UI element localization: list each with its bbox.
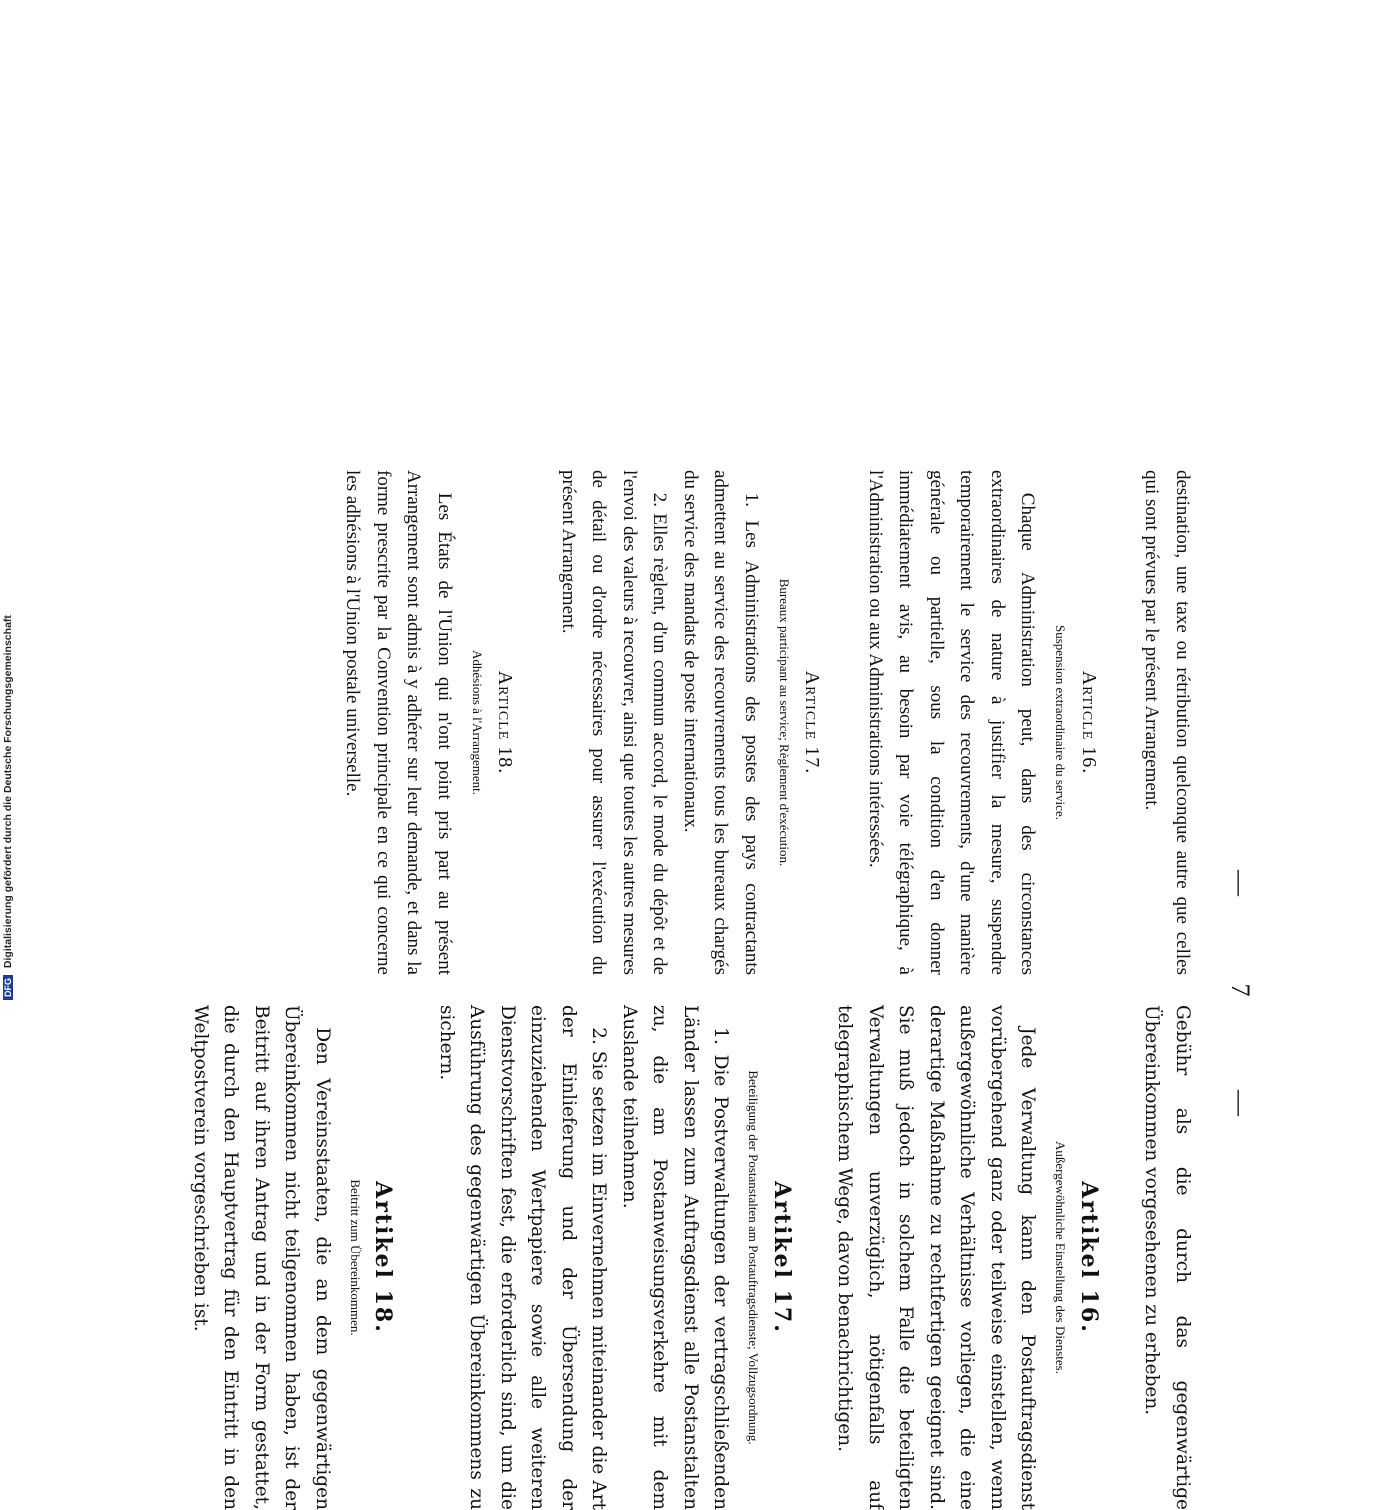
digitization-footer — [2, 600, 16, 1000]
header-dash-right: — — [1226, 1090, 1255, 1116]
german-article-16-text: Jede Verwaltung kann den Postauftragsdienst vorübergehend ganz oder teilweise einstellen, wenn außergewöhnliche Verhältnisse vorliegen, die eine derartige Maßnahme zu rechtfertigen geeignet sind. Sie muß jedoch in solchem Falle die beteiligten Verwaltungen unverzüglich, nötigenfalls auf telegraphischem Wege, davon benachrichtigen. — [834, 1005, 1039, 1510]
german-article-18-title: Artikel 18. — [370, 1181, 397, 1334]
german-article-18-text: Den Vereinsstaaten, die an dem gegenwärtigen Übereinkommen nicht teilgenommen haben, ist der Beitritt auf ihren Antrag und in der Form gestattet, die durch den Hauptvertrag für den Eintritt in den Weltpostverein vorgeschrieben ist. — [190, 1005, 333, 1510]
german-article-18-subtitle: Beitritt zum Übereinkommen. — [348, 1179, 363, 1336]
page-number: 7 — [1226, 983, 1255, 997]
french-article-16-text: Chaque Administration peut, dans des circonstances extraordinaires de nature à justifier la mesure, suspendre temporairement le service des recouvrements, d'une manière générale ou partielle, sous la condition d'en donner immédiatement avis, au besoin par voie télégraphique, à l'Administration ou aux Administrations intéressées. — [865, 470, 1039, 975]
german-column — [185, 1005, 1198, 1510]
french-article-17-paragraph-2: 2. Elles règlent, d'un commun accord, le mode du dépôt et de l'envoi des valeurs à recouvrer, ainsi que toutes les autres mesures de détail ou d'ordre nécessaires pour assurer l'exécution du présent Arrangement. — [558, 470, 671, 975]
french-intro: destination, une taxe ou rétribution quelconque autre que celles qui sont prévues par le présent Arrangement. — [1141, 470, 1193, 975]
german-article-17-subtitle: Beteiligung der Postanstalten am Postauftragsdienste; Vollzugsordnung. — [746, 1070, 762, 1445]
german-intro: Gebühr als die durch das gegenwärtige Übereinkommen vorgesehenen zu erheben. — [1141, 1005, 1193, 1510]
page-header — [1215, 470, 1255, 1510]
rotated-content — [135, 470, 1255, 1510]
german-article-16-title: Artikel 16. — [1076, 1181, 1102, 1334]
french-article-18-subtitle: Adhésions à l'Arrangement. — [470, 650, 485, 795]
french-article-18-title: Article 18. — [494, 670, 517, 775]
french-article-18-text: Les États de l'Union qui n'ont point pris part au présent Arrangement sont admis à y adhérer sur leur demande, et dans la forme prescrite par la Convention principale en ce qui concerne les adhésions à l'Union postale universelle. — [342, 470, 455, 975]
dfg-logo: DFG — [3, 975, 13, 1000]
header-dash-left: — — [1226, 870, 1255, 896]
german-article-17-paragraph-1: 1. Die Postverwaltungen der vertragschließenden Länder lassen zum Auftragsdienst alle Postanstalten zu, die am Postanweisungsverkehre mit dem Auslande teilnehmen. — [619, 1005, 732, 1510]
french-article-16-subtitle: Suspension extraordinaire du service. — [1053, 625, 1069, 820]
footer-credit: Digitalisierung gefördert durch die Deutsche Forschungsgemeinschaft — [2, 615, 14, 969]
french-article-17-subtitle: Bureaux participant au service; Règlement d'exécution. — [777, 578, 792, 867]
german-article-17-paragraph-2: 2. Sie setzen im Einvernehmen miteinander die Art der Einlieferung und der Übersendung der einzuziehenden Wertpapiere sowie alle weiteren Dienstvorschriften fest, die erforderlich sind, um die Ausführung des gegenwärtigen Übereinkommens zu sichern. — [436, 1005, 610, 1510]
german-article-16-subtitle: Außergewöhnliche Einstellung des Dienstes. — [1053, 1141, 1069, 1374]
french-column — [337, 470, 1197, 975]
german-article-17-title: Artikel 17. — [769, 1181, 795, 1334]
french-article-16-title: Article 16. — [1078, 670, 1100, 775]
french-article-17-paragraph-1: 1. Les Administrations des postes des pays contractants admettent au service des recouvrements tous les bureaux chargés du service des mandats de poste internationaux. — [680, 470, 762, 975]
french-article-17-title: Article 17. — [801, 670, 824, 775]
